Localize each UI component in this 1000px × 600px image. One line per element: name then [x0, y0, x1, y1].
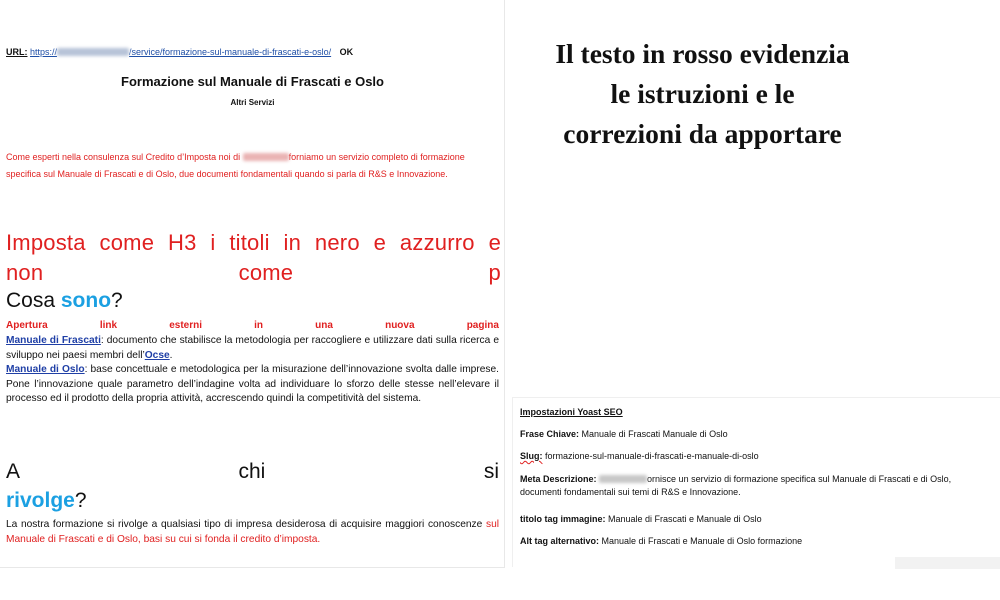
banner-line2: le istruzioni e le: [610, 78, 795, 109]
paragraph-manuals: [6, 334, 499, 407]
seo-alt-value: Manuale di Frascati e Manuale di Oslo formazione: [601, 536, 803, 546]
seo-alt-tag: [520, 535, 1000, 548]
seo-meta-value-a: ornisce un servizio di formazione specifica sul Manuale di Frascati e di Oslo,: [647, 474, 952, 484]
seo-slug-value: formazione-sul-manuale-di-frascati-e-manuale-di-oslo: [545, 451, 759, 461]
seo-slug-label: Slug:: [520, 451, 543, 461]
redacted-company: [599, 475, 647, 483]
para1-text-c: : base concettuale e metodologica per la misurazione dell’innovazione svolta dalle imprese. Pone l’innovazione quale parametro dell’indagine volta ad individuare lo sforzo delle stesse nell’elevare il processo ed il prodotto della propria attività, accrescendo quindi la competitività del sistema.: [6, 364, 499, 405]
h3-instruction-line1: Imposta come H3 i titoli in nero e azzurro e: [6, 230, 501, 255]
instruction-banner: [505, 34, 900, 154]
heading-cosa-sono: [6, 289, 123, 313]
page-subtitle: Altri Servizi: [230, 98, 275, 107]
h3-word: come: [238, 260, 294, 285]
redacted-company: [243, 153, 289, 161]
link-instruction-word: in: [254, 320, 264, 331]
heading2-blue: rivolge: [6, 489, 75, 512]
link-instruction-word: nuova: [385, 320, 415, 331]
seo-heading: Impostazioni Yoast SEO: [520, 407, 623, 417]
link-instruction: [6, 320, 499, 331]
seo-keyphrase-value: Manuale di Frascati Manuale di Oslo: [581, 429, 728, 439]
link-manuale-oslo[interactable]: Manuale di Oslo: [6, 364, 85, 376]
para1-text-a: : documento che stabilisce la metodologia per raccogliere e utilizzare dati sulla ricerca e sviluppo nei paesi membri dell’: [6, 335, 499, 361]
url-link[interactable]: [30, 47, 331, 57]
h3-word: p: [488, 260, 501, 285]
seo-slug: [520, 450, 1000, 463]
panel-footer-strip: [895, 557, 1000, 569]
intro-text-b: forniamo un servizio completo di formazione specifica sul Manuale di Frascati e di Oslo, due documenti fondamentali quando si parla di R&S e Innovazione.: [6, 152, 465, 179]
link-instruction-word: Apertura: [6, 320, 48, 331]
page-title: Formazione sul Manuale di Frascati e Oslo: [121, 74, 384, 89]
para2-red: sul Manuale di Frascati e di Oslo, basi su cui si fonda il credito d’imposta.: [6, 519, 499, 545]
seo-meta-value-b: documenti fondamentali sui temi di R&S e Innovazione.: [520, 487, 741, 497]
link-ocse[interactable]: Ocse: [144, 349, 170, 361]
heading-rivolge: [6, 489, 87, 513]
seo-keyphrase: [520, 428, 1000, 441]
heading2-word: chi: [238, 460, 266, 483]
link-manuale-frascati[interactable]: Manuale di Frascati: [6, 335, 101, 346]
heading-a-chi-si: [6, 460, 499, 484]
heading-black: Cosa: [6, 289, 56, 312]
document-page: [0, 0, 505, 568]
seo-image-title-value: Manuale di Frascati e Manuale di Oslo: [608, 514, 762, 524]
link-instruction-word: esterni: [169, 320, 202, 331]
seo-image-title-label: titolo tag immagine:: [520, 514, 606, 524]
intro-text-a: Come esperti nella consulenza sul Credito d’Imposta noi di: [6, 152, 241, 162]
seo-image-title: [520, 513, 1000, 526]
h3-instruction: [6, 228, 501, 288]
heading2-word: A: [6, 460, 21, 483]
h3-instruction-line2: [6, 258, 501, 288]
banner-line1: Il testo in rosso evidenzia: [555, 38, 850, 69]
paragraph-target: [6, 518, 499, 547]
link-instruction-word: una: [315, 320, 333, 331]
url-status: OK: [339, 47, 354, 57]
para2-black: La nostra formazione si rivolge a qualsiasi tipo di impresa desiderosa di acquisire maggiori conoscenze: [6, 519, 486, 530]
link-instruction-word: link: [99, 320, 118, 331]
url-path: /service/formazione-sul-manuale-di-frascati-e-oslo/: [129, 47, 332, 57]
heading-blue: sono: [60, 289, 112, 312]
yoast-seo-panel: [512, 397, 1000, 567]
seo-meta: [520, 473, 1000, 499]
url-label: URL:: [6, 47, 28, 57]
seo-meta-label: Meta Descrizione:: [520, 474, 597, 484]
intro-paragraph: [6, 149, 501, 183]
banner-line3: correzioni da apportare: [563, 118, 842, 149]
url-line: [6, 47, 353, 57]
heading2-word: si: [483, 460, 499, 483]
heading-end: ?: [111, 289, 123, 312]
heading2-end: ?: [74, 489, 87, 512]
link-instruction-word: pagina: [466, 320, 499, 331]
redacted-domain: [57, 48, 129, 56]
h3-word: non: [6, 260, 44, 285]
seo-keyphrase-label: Frase Chiave:: [520, 429, 580, 439]
url-prefix: https://: [30, 47, 58, 57]
seo-alt-label: Alt tag alternativo:: [520, 536, 600, 546]
para1-text-b: .: [169, 349, 173, 361]
